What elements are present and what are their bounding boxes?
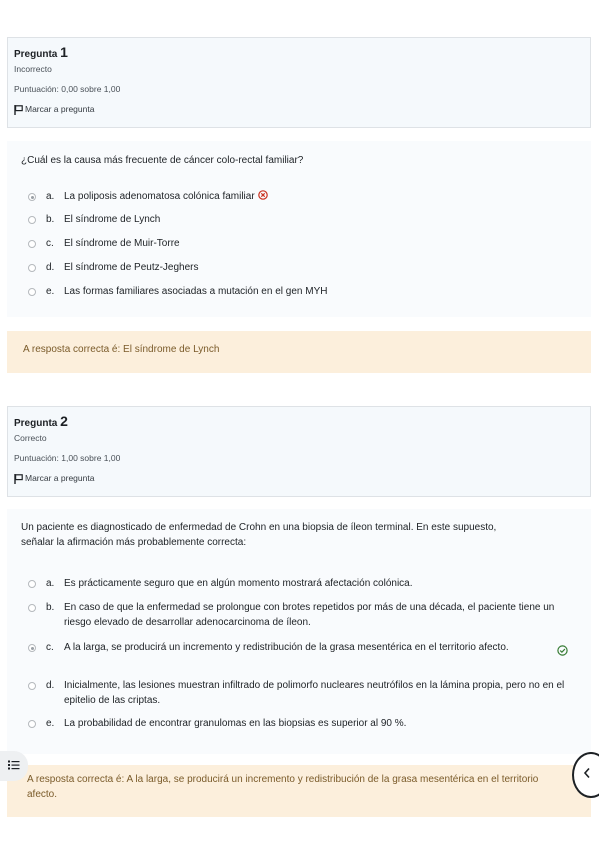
- flag-icon: [14, 474, 23, 483]
- question-info-1: [7, 37, 591, 128]
- question-state: Correcto: [14, 433, 47, 443]
- question-text: ¿Cuál es la causa más frecuente de cáncer colo-rectal familiar?: [21, 155, 304, 166]
- correct-icon: [557, 643, 568, 654]
- answer-option-b[interactable]: b. En caso de que la enfermedad se prolongue con brotes repetidos por más de una década, el paciente tiene un riesgo elevado de desarrollar adenocarcinoma de íleon.: [28, 600, 568, 630]
- answer-text: La poliposis adenomatosa colónica familiar: [64, 191, 255, 202]
- radio-button[interactable]: [28, 264, 36, 272]
- drawer-toggle-button[interactable]: [0, 751, 28, 781]
- flag-question-link[interactable]: Marcar a pregunta: [14, 103, 584, 115]
- radio-button[interactable]: [28, 604, 36, 612]
- answer-text: A la larga, se producirá un incremento y redistribución de la grasa mesentérica en el territorio afecto.: [64, 642, 509, 653]
- answer-option-e[interactable]: e. La probabilidad de encontrar granulomas en las biopsias es superior al 90 %.: [28, 716, 568, 731]
- radio-button[interactable]: [28, 580, 36, 588]
- chevron-left-icon: [583, 766, 591, 784]
- right-answer-feedback-2: A resposta correcta é: A la larga, se producirá un incremento y redistribución de la grasa mesentérica en el territorio afecto.: [7, 765, 591, 817]
- answer-text: El síndrome de Peutz-Jeghers: [64, 262, 199, 273]
- radio-button[interactable]: [28, 216, 36, 224]
- answer-option-e[interactable]: e. Las formas familiares asociadas a mutación en el gen MYH: [28, 284, 568, 299]
- flag-icon: [14, 105, 23, 114]
- question-number: Pregunta 1: [14, 44, 68, 60]
- radio-button[interactable]: [28, 288, 36, 296]
- answer-option-b[interactable]: b. El síndrome de Lynch: [28, 212, 568, 227]
- answer-text: Las formas familiares asociadas a mutación en el gen MYH: [64, 286, 328, 297]
- list-icon: [8, 757, 20, 775]
- answer-text: En caso de que la enfermedad se prolongue con brotes repetidos por más de una década, el paciente tiene un riesgo elevado de desarrollar adenocarcinoma de íleon.: [64, 602, 555, 628]
- answer-text: El síndrome de Muir-Torre: [64, 238, 180, 249]
- right-answer-feedback-1: A resposta correcta é: El síndrome de Lynch: [7, 331, 591, 373]
- answer-option-d[interactable]: d. El síndrome de Peutz-Jeghers: [28, 260, 568, 275]
- question-info-2: [7, 406, 591, 497]
- answer-text: El síndrome de Lynch: [64, 214, 161, 225]
- question-grade: Puntuación: 0,00 sobre 1,00: [14, 84, 121, 94]
- radio-button[interactable]: [28, 682, 36, 690]
- answer-option-a[interactable]: a. La poliposis adenomatosa colónica familiar: [28, 189, 568, 204]
- radio-button[interactable]: [28, 720, 36, 728]
- radio-button[interactable]: [28, 193, 36, 201]
- answer-text: La probabilidad de encontrar granulomas en las biopsias es superior al 90 %.: [64, 718, 407, 729]
- question-text: Un paciente es diagnosticado de enfermedad de Crohn en una biopsia de íleon terminal. En este supuesto, señalar la afirmación más probablemente correcta:: [21, 522, 497, 548]
- answer-text: Es prácticamente seguro que en algún momento mostrará afectación colónica.: [64, 578, 413, 589]
- answer-text: Inicialmente, las lesiones muestran infiltrado de polimorfo nucleares neutrófilos en la lámina propia, pero no en el epitelio de las criptas.: [64, 680, 565, 706]
- radio-button[interactable]: [28, 240, 36, 248]
- answer-option-a[interactable]: a. Es prácticamente seguro que en algún momento mostrará afectación colónica.: [28, 576, 568, 591]
- answer-option-c[interactable]: c. El síndrome de Muir-Torre: [28, 236, 568, 251]
- incorrect-icon: [258, 190, 268, 200]
- question-state: Incorrecto: [14, 64, 52, 74]
- answer-option-d[interactable]: d. Inicialmente, las lesiones muestran infiltrado de polimorfo nucleares neutrófilos en la lámina propia, pero no en el epitelio de las criptas.: [28, 678, 568, 708]
- radio-button[interactable]: [28, 644, 36, 652]
- question-grade: Puntuación: 1,00 sobre 1,00: [14, 453, 121, 463]
- flag-question-link[interactable]: Marcar a pregunta: [14, 472, 584, 484]
- answer-option-c[interactable]: c. A la larga, se producirá un incremento y redistribución de la grasa mesentérica en el territorio afecto.: [28, 640, 568, 655]
- question-number: Pregunta 2: [14, 413, 68, 429]
